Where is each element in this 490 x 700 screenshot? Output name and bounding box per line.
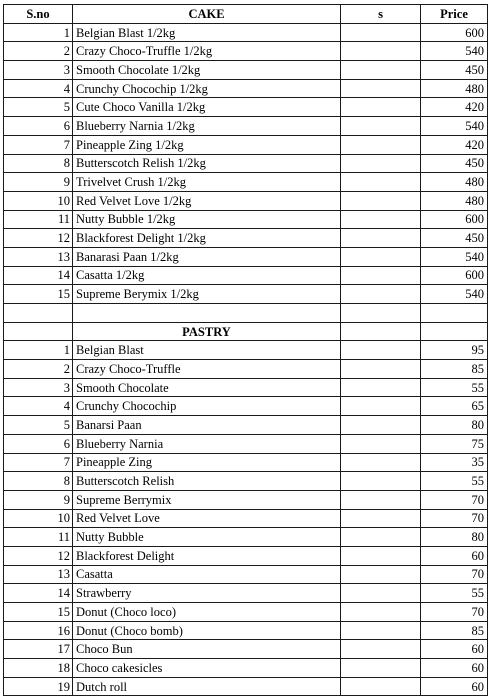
item-s: [341, 117, 421, 136]
table-row: [4, 472, 488, 491]
item-price: 70: [421, 603, 488, 622]
row-number: 3: [4, 61, 73, 80]
table-row: [4, 584, 488, 603]
item-s: [341, 61, 421, 80]
price-table: [3, 4, 488, 696]
item-price: 480: [421, 191, 488, 210]
cake-section: [4, 23, 488, 303]
item-name: Strawberry: [73, 584, 341, 603]
section-price-cell: [421, 322, 488, 341]
item-s: [341, 229, 421, 248]
table-row: [4, 285, 488, 304]
table-row: [4, 98, 488, 117]
item-price: 600: [421, 210, 488, 229]
item-price: 80: [421, 416, 488, 435]
item-name: Pineapple Zing 1/2kg: [73, 135, 341, 154]
item-s: [341, 154, 421, 173]
item-s: [341, 285, 421, 304]
item-name: Nutty Bubble: [73, 528, 341, 547]
table-row: [4, 528, 488, 547]
item-price: 95: [421, 341, 488, 360]
item-s: [341, 490, 421, 509]
item-name: Casatta: [73, 565, 341, 584]
item-name: Banarasi Paan 1/2kg: [73, 247, 341, 266]
row-number: 17: [4, 640, 73, 659]
section-sno-cell: [4, 322, 73, 341]
row-number: 4: [4, 79, 73, 98]
table-row: [4, 434, 488, 453]
item-price: 85: [421, 621, 488, 640]
row-number: 14: [4, 584, 73, 603]
row-number: 13: [4, 247, 73, 266]
item-s: [341, 565, 421, 584]
item-name: Blueberry Narnia 1/2kg: [73, 117, 341, 136]
item-name: Dutch roll: [73, 677, 341, 696]
item-price: 55: [421, 378, 488, 397]
item-name: Banarsi Paan: [73, 416, 341, 435]
item-s: [341, 397, 421, 416]
item-s: [341, 23, 421, 42]
item-s: [341, 191, 421, 210]
item-s: [341, 173, 421, 192]
item-price: 420: [421, 135, 488, 154]
table-row: [4, 378, 488, 397]
row-number: 10: [4, 191, 73, 210]
item-s: [341, 528, 421, 547]
item-name: Cute Choco Vanilla 1/2kg: [73, 98, 341, 117]
item-name: Belgian Blast: [73, 341, 341, 360]
item-name: Butterscotch Relish 1/2kg: [73, 154, 341, 173]
item-s: [341, 79, 421, 98]
row-number: 14: [4, 266, 73, 285]
item-price: 60: [421, 640, 488, 659]
spacer-cell: [421, 304, 488, 323]
spacer-cell: [341, 304, 421, 323]
row-number: 11: [4, 210, 73, 229]
item-s: [341, 453, 421, 472]
row-number: 3: [4, 378, 73, 397]
item-price: 450: [421, 61, 488, 80]
item-s: [341, 546, 421, 565]
item-price: 480: [421, 79, 488, 98]
pastry-section: [4, 341, 488, 696]
row-number: 15: [4, 603, 73, 622]
table-row: [4, 565, 488, 584]
item-name: Red Velvet Love 1/2kg: [73, 191, 341, 210]
item-s: [341, 98, 421, 117]
spacer-section: [4, 304, 488, 341]
item-name: Smooth Chocolate: [73, 378, 341, 397]
row-number: 13: [4, 565, 73, 584]
item-name: Crazy Choco-Truffle: [73, 360, 341, 379]
item-name: Butterscotch Relish: [73, 472, 341, 491]
row-number: 2: [4, 360, 73, 379]
section-s-cell: [341, 322, 421, 341]
item-price: 420: [421, 98, 488, 117]
item-s: [341, 603, 421, 622]
item-s: [341, 677, 421, 696]
item-name: Red Velvet Love: [73, 509, 341, 528]
row-number: 19: [4, 677, 73, 696]
table-row: [4, 210, 488, 229]
item-price: 600: [421, 23, 488, 42]
item-name: Pineapple Zing: [73, 453, 341, 472]
item-name: Choco cakesicles: [73, 659, 341, 678]
item-s: [341, 584, 421, 603]
item-name: Blackforest Delight 1/2kg: [73, 229, 341, 248]
item-name: Crunchy Chocochip: [73, 397, 341, 416]
row-number: 7: [4, 453, 73, 472]
row-number: 6: [4, 117, 73, 136]
item-price: 480: [421, 173, 488, 192]
item-price: 55: [421, 584, 488, 603]
item-price: 70: [421, 490, 488, 509]
spacer-row: [4, 304, 488, 323]
row-number: 7: [4, 135, 73, 154]
item-price: 55: [421, 472, 488, 491]
row-number: 6: [4, 434, 73, 453]
table-row: [4, 416, 488, 435]
item-price: 450: [421, 154, 488, 173]
item-s: [341, 341, 421, 360]
item-name: Donut (Choco bomb): [73, 621, 341, 640]
item-s: [341, 434, 421, 453]
table-row: [4, 341, 488, 360]
item-s: [341, 266, 421, 285]
item-name: Blackforest Delight: [73, 546, 341, 565]
item-name: Supreme Berymix 1/2kg: [73, 285, 341, 304]
item-name: Smooth Chocolate 1/2kg: [73, 61, 341, 80]
table-row: [4, 266, 488, 285]
table-row: [4, 453, 488, 472]
item-price: 540: [421, 42, 488, 61]
row-number: 11: [4, 528, 73, 547]
row-number: 5: [4, 416, 73, 435]
row-number: 4: [4, 397, 73, 416]
item-price: 70: [421, 565, 488, 584]
table-row: [4, 603, 488, 622]
section-title-pastry: PASTRY: [73, 322, 341, 341]
item-price: 450: [421, 229, 488, 248]
item-price: 65: [421, 397, 488, 416]
spacer-cell: [73, 304, 341, 323]
item-name: Casatta 1/2kg: [73, 266, 341, 285]
row-number: 12: [4, 229, 73, 248]
item-name: Donut (Choco loco): [73, 603, 341, 622]
item-s: [341, 659, 421, 678]
item-name: Belgian Blast 1/2kg: [73, 23, 341, 42]
header-s: s: [341, 5, 421, 24]
item-s: [341, 416, 421, 435]
item-s: [341, 640, 421, 659]
table-row: [4, 659, 488, 678]
table-row: [4, 490, 488, 509]
row-number: 9: [4, 173, 73, 192]
row-number: 9: [4, 490, 73, 509]
price-list-sheet: [3, 4, 487, 696]
item-price: 540: [421, 117, 488, 136]
row-number: 8: [4, 154, 73, 173]
item-name: Nutty Bubble 1/2kg: [73, 210, 341, 229]
item-name: Trivelvet Crush 1/2kg: [73, 173, 341, 192]
item-name: Crunchy Chocochip 1/2kg: [73, 79, 341, 98]
table-row: [4, 360, 488, 379]
table-row: [4, 677, 488, 696]
row-number: 1: [4, 341, 73, 360]
item-price: 540: [421, 285, 488, 304]
item-s: [341, 135, 421, 154]
table-row: [4, 247, 488, 266]
item-s: [341, 42, 421, 61]
table-row: [4, 117, 488, 136]
table-row: [4, 23, 488, 42]
item-name: Supreme Berrymix: [73, 490, 341, 509]
item-price: 60: [421, 546, 488, 565]
table-row: [4, 191, 488, 210]
item-s: [341, 472, 421, 491]
table-row: [4, 61, 488, 80]
item-price: 600: [421, 266, 488, 285]
row-number: 5: [4, 98, 73, 117]
item-price: 540: [421, 247, 488, 266]
item-s: [341, 621, 421, 640]
row-number: 15: [4, 285, 73, 304]
item-price: 70: [421, 509, 488, 528]
item-name: Blueberry Narnia: [73, 434, 341, 453]
row-number: 12: [4, 546, 73, 565]
header-sno: S.no: [4, 5, 73, 24]
row-number: 18: [4, 659, 73, 678]
row-number: 8: [4, 472, 73, 491]
header-price: Price: [421, 5, 488, 24]
item-s: [341, 210, 421, 229]
table-row: [4, 154, 488, 173]
item-price: 60: [421, 677, 488, 696]
item-price: 60: [421, 659, 488, 678]
item-price: 80: [421, 528, 488, 547]
table-row: [4, 509, 488, 528]
table-row: [4, 546, 488, 565]
row-number: 10: [4, 509, 73, 528]
item-price: 35: [421, 453, 488, 472]
section-header-row: [4, 322, 488, 341]
header-cake: CAKE: [73, 5, 341, 24]
item-s: [341, 360, 421, 379]
item-name: Crazy Choco-Truffle 1/2kg: [73, 42, 341, 61]
item-name: Choco Bun: [73, 640, 341, 659]
table-row: [4, 397, 488, 416]
item-price: 75: [421, 434, 488, 453]
item-price: 85: [421, 360, 488, 379]
row-number: 2: [4, 42, 73, 61]
table-row: [4, 621, 488, 640]
row-number: 16: [4, 621, 73, 640]
item-s: [341, 509, 421, 528]
item-s: [341, 378, 421, 397]
header-row: [4, 5, 488, 24]
table-row: [4, 42, 488, 61]
row-number: 1: [4, 23, 73, 42]
table-row: [4, 640, 488, 659]
table-row: [4, 173, 488, 192]
item-s: [341, 247, 421, 266]
table-row: [4, 135, 488, 154]
table-row: [4, 79, 488, 98]
spacer-cell: [4, 304, 73, 323]
table-row: [4, 229, 488, 248]
